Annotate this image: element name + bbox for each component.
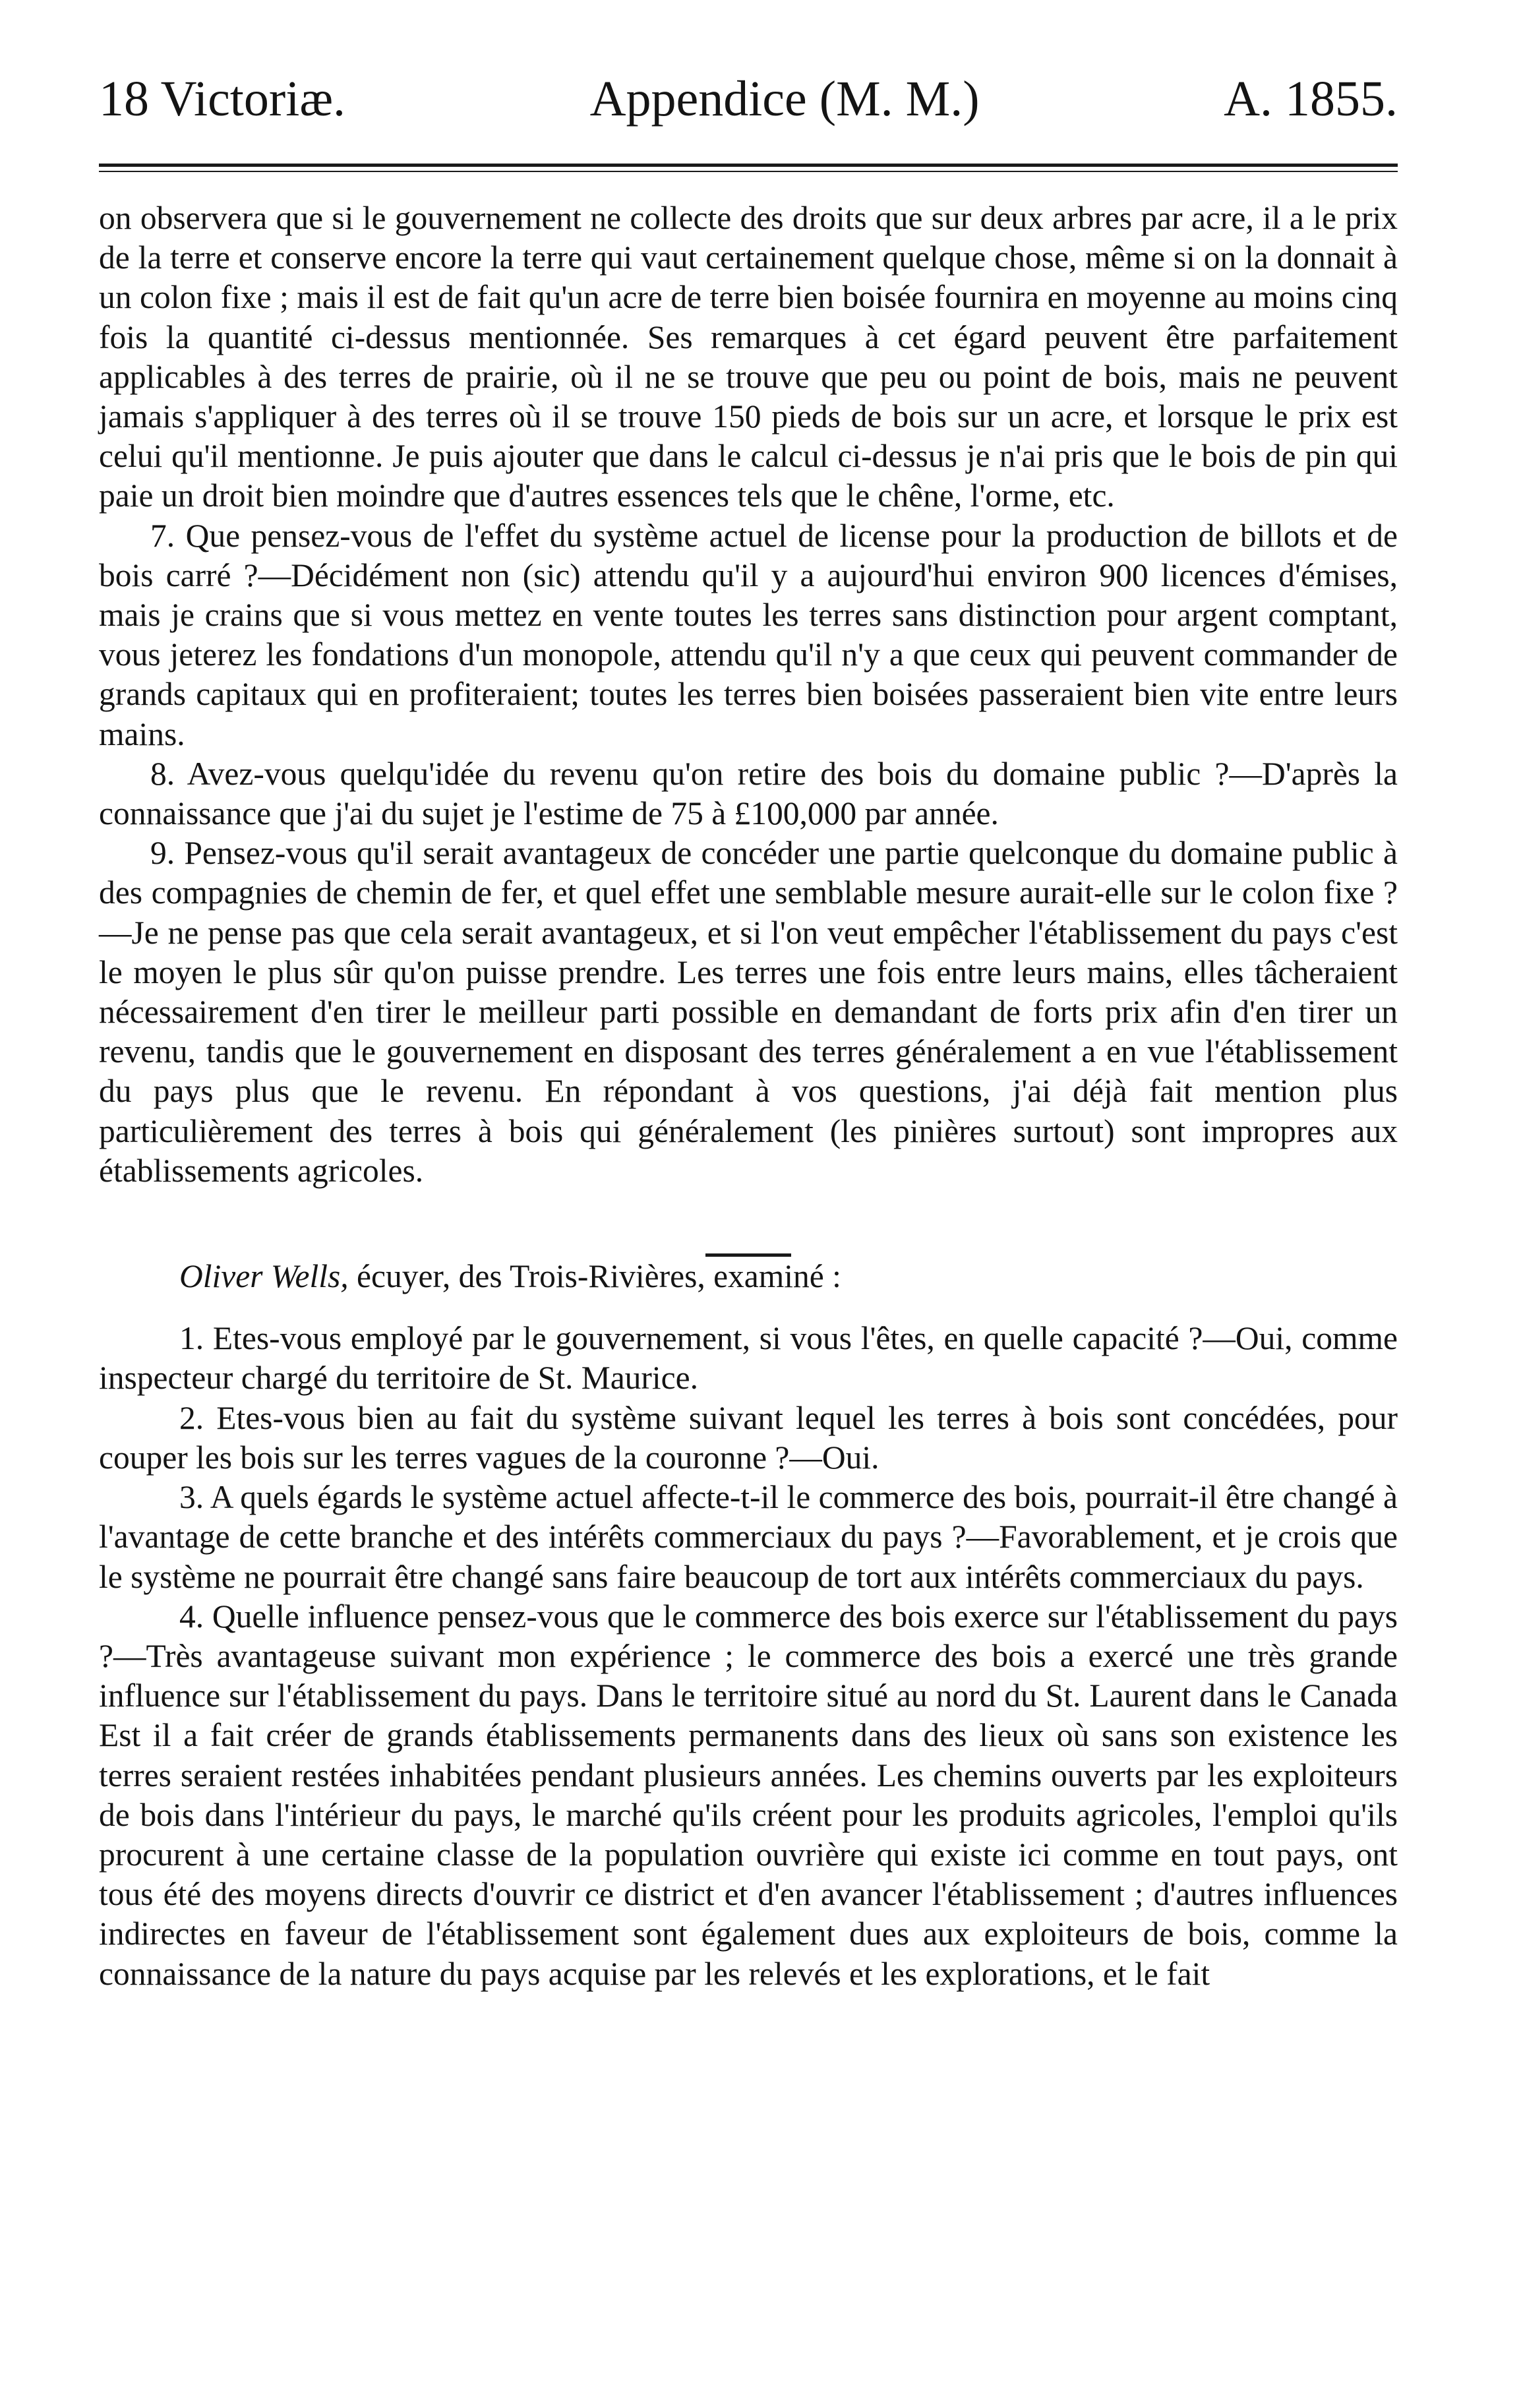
witness-heading [99, 1257, 1398, 1296]
header-rule-thick [99, 164, 1398, 167]
paragraph-answer-1: 1. Etes-vous employé par le gouvernement, si vous l'êtes, en quelle capacité ?—Oui, comme inspecteur chargé du territoire de St. Maurice. [99, 1320, 1398, 1397]
witness-name: Oliver Wells, [179, 1258, 349, 1295]
paragraph-answer-4: 4. Quelle influence pensez-vous que le commerce des bois exerce sur l'établissement du pays ?—Très avantageuse suivant mon expérience ; le commerce des bois a exercé une très grande influence sur l'établissement du pays. Dans le territoire situé au nord du St. Laurent dans le Canada Est il a fait créer de grands établissements permanents dans des lieux où sans son existence les terres seraient restées inhabitées pendant plusieurs années. Les chemins ouverts par les exploiteurs de bois dans l'intérieur du pays, le marché qu'ils créent pour les produits agricoles, l'emploi qu'ils procurent à une certaine classe de la population ouvrière qui existe ici comme en tout pays, ont tous été des moyens directs d'ouvrir ce district et d'en avancer l'établissement ; d'autres influences indirectes en faveur de l'établissement sont également dues aux exploiteurs de bois, comme la connaissance de la nature du pays acquise par les relevés et les explorations, et le fait [99, 1598, 1398, 1992]
witness-description: écuyer, des Trois-Rivières, examiné : [348, 1258, 841, 1295]
paragraph-answer-2: 2. Etes-vous bien au fait du système suivant lequel les terres à bois sont concédées, pour couper les bois sur les terres vagues de la couronne ?—Oui. [99, 1399, 1398, 1476]
running-header [99, 66, 1398, 132]
paragraph-question-9: 9. Pensez-vous qu'il serait avantageux de concéder une partie quelconque du domaine public à des compagnies de chemin de fer, et quel effet une semblable mesure aurait-elle sur le colon fixe ?—Je ne pense pas que cela serait avantageux, et si l'on veut empêcher l'établissement du pays c'est le moyen le plus sûr qu'on puisse prendre. Les terres une fois entre leurs mains, elles tâcheraient nécessairement d'en tirer le meilleur parti possible en demandant de forts prix afin d'en tirer un revenu, tandis que le gouvernement en disposant des terres généralement a en vue l'établissement du pays plus que le revenu. En répondant à vos questions, j'ai déjà fait mention plus particulièrement des terres à bois qui généralement (les pinières surtout) sont impropres aux établissements agricoles. [99, 835, 1398, 1189]
header-rule-thin [99, 171, 1398, 172]
header-appendix: Appendice (M. M.) [589, 71, 980, 127]
body-text [99, 198, 1398, 1994]
witness-testimony [99, 1319, 1398, 1993]
header-year: A. 1855. [1224, 71, 1398, 127]
paragraph-question-7: 7. Que pensez-vous de l'effet du système actuel de license pour la production de billots et de bois carré ?—Décidément non (sic) attendu qu'il y a aujourd'hui environ 900 licences d'émises, mais je crains que si vous mettez en vente toutes les terres sans distinction pour argent comptant, vous jeterez les fondations d'un monopole, attendu qu'il n'y a que ceux qui peuvent commander de grands capitaux qui en profiteraient; toutes les terres bien boisées passeraient bien vite entre leurs mains. [99, 517, 1398, 752]
paragraph-question-8: 8. Avez-vous quelqu'idée du revenu qu'on retire des bois du domaine public ?—D'après la connaissance que j'ai du sujet je l'estime de 75 à £100,000 par année. [99, 755, 1398, 832]
document-page [99, 66, 1398, 1994]
paragraph-answer-3: 3. A quels égards le système actuel affecte-t-il le commerce des bois, pourrait-il être changé à l'avantage de cette branche et des intérêts commerciaux du pays ?—Favorablement, et je crois que le système ne pourrait être changé sans faire beaucoup de tort aux intérêts commerciaux du pays. [99, 1479, 1398, 1595]
header-volume: 18 Victoriæ. [99, 71, 346, 127]
paragraph-continuation: on observera que si le gouvernement ne collecte des droits que sur deux arbres par acre, il a le prix de la terre et conserve encore la terre qui vaut certainement quelque chose, même si on la donnait à un colon fixe ; mais il est de fait qu'un acre de terre bien boisée fournira en moyenne au moins cinq fois la quantité ci-dessus mentionnée. Ses remarques à cet égard peuvent être parfaitement applicables à des terres de prairie, où il ne se trouve que peu ou point de bois, mais ne peuvent jamais s'appliquer à des terres où il se trouve 150 pieds de bois sur un acre, et lorsque le prix est celui qu'il mentionne. Je puis ajouter que dans le calcul ci-dessus je n'ai pris que le bois de pin qui paie un droit bien moindre que d'autres essences tels que le chêne, l'orme, etc. [99, 200, 1398, 514]
